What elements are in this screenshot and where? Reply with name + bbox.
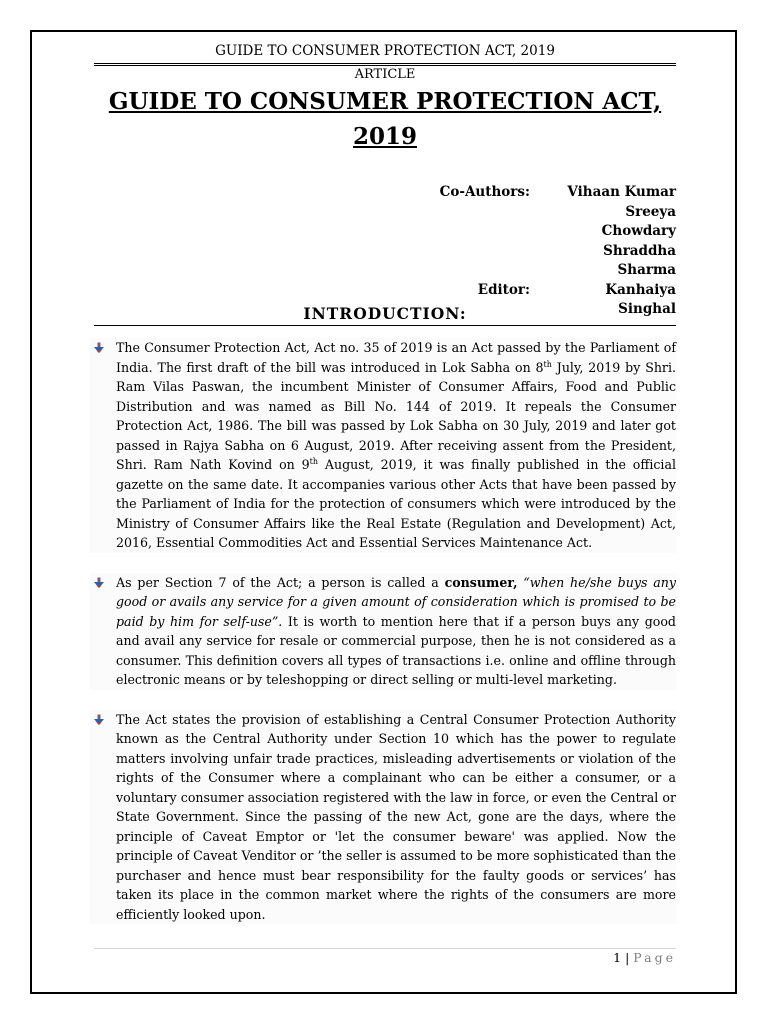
coauthors-row (380, 203, 676, 242)
coauthors-label: Co-Authors: (439, 184, 530, 200)
editor-name: Kanhaiya Singhal (605, 281, 676, 317)
paragraph-text: The Act states the provision of establishing a Central Consumer Protection Authority known as the Central Authority under Section 10 which has the power to regulate matters involving unfair trade practices, misleading advertisements or violation of the rights of the Consumer where a complainant who can be either a consumer, or a voluntary consumer association registered with the law in force, or even the Central or State Government. Since the passing of the new Act, gone are the days, where the principle of Caveat Emptor or 'let the consumer beware' was applied. Now the principle of Caveat Venditor or ’the seller is assumed to be more sophisticated than the purchaser and hence must bear responsibility for the faulty goods or services’ has taken its place in the common market where the rights of the consumers are more efficiently looked upon. (116, 711, 676, 922)
document-title (94, 84, 676, 154)
editor-label: Editor: (477, 281, 530, 298)
document-title-line-2: 2019 (352, 123, 417, 150)
running-header: GUIDE TO CONSUMER PROTECTION ACT, 2019 (94, 42, 676, 66)
coauthors-row (380, 183, 676, 203)
footer-rule (94, 948, 676, 949)
section-heading-introduction: INTRODUCTION: (94, 305, 676, 326)
bullet-paragraph (90, 573, 676, 690)
author-credits (380, 183, 676, 320)
coauthor-name: Shraddha Sharma (603, 242, 676, 278)
coauthor-name: Vihaan Kumar (567, 184, 676, 200)
term-consumer: consumer, (444, 574, 518, 590)
paragraph-text: The Consumer Protection Act, Act no. 35 of 2019 is an Act passed by the Parliament of India. The first draft of the bill was introduced in Lok Sabha on 8th July, 2019 by Shri. Ram Vilas Paswan, the incumbent Minister of Consumer Affairs, Food and Public Distribution and was named as Bill No. 144 of 2019. It repeals the Consumer Protection Act, 1986. The bill was passed by Lok Sabha on 30 July, 2019 and later got passed in Rajya Sabha on 6 August, 2019. After receiving assent from the President, Shri. Ram Nath Kovind on 9th August, 2019, it was finally published in the official gazette on the same date. It accompanies various other Acts that have been passed by the Parliament of India for the protection of consumers which were introduced by the Ministry of Consumer Affairs like the Real Estate (Regulation and Development) Act, 2016, Essential Commodities Act and Essential Services Maintenance Act. (116, 340, 676, 550)
bullet-paragraph (90, 338, 676, 553)
introduction-bullet-list (90, 338, 676, 944)
page-separator: | (625, 950, 630, 965)
document-title-line-1: GUIDE TO CONSUMER PROTECTION ACT, (108, 88, 662, 115)
definition-quote: “when he/she buys any good or avails any service for a given amount of consideration which is promised to be paid by him for self-use”. (116, 574, 676, 629)
page-footer (500, 950, 676, 966)
arrow-down-bullet-icon (93, 342, 105, 354)
coauthor-name: Sreeya Chowdary (601, 203, 676, 239)
bullet-paragraph (90, 710, 676, 925)
paragraph-text: As per Section 7 of the Act; a person is called a consumer, “when he/she buys any good or avails any service for a given amount of consideration which is promised to be paid by him for self-use”. It is worth to mention here that if a person buys any good and avail any service for resale or commercial purpose, then he is not considered as a consumer. This definition covers all types of transactions i.e. online and offline through electronic means or by teleshopping or direct selling or multi-level marketing. (116, 574, 676, 687)
article-label: ARTICLE (354, 67, 416, 82)
arrow-down-bullet-icon (93, 577, 105, 589)
arrow-down-bullet-icon (93, 714, 105, 726)
coauthors-row (380, 242, 676, 281)
page-number: 1 (613, 950, 622, 965)
page-word: Page (633, 950, 676, 965)
